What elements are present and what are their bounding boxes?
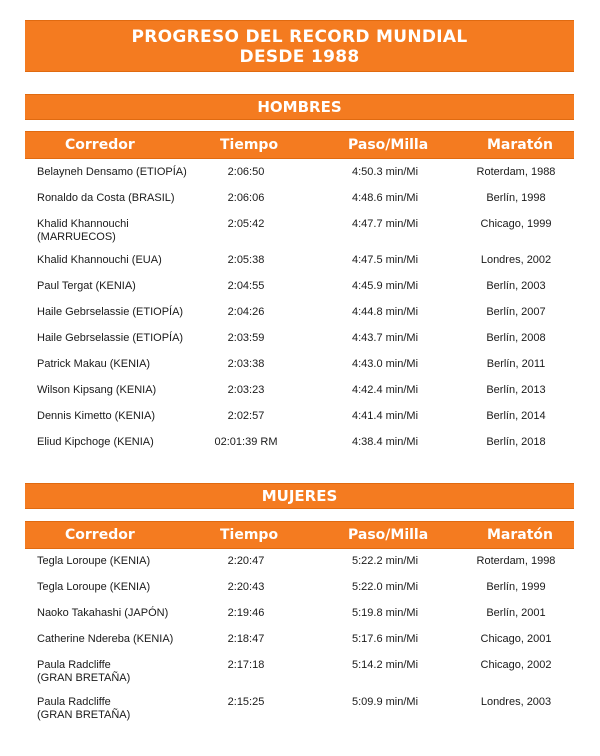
cell-time: 2:20:47 [227, 555, 265, 567]
cell-pace: 4:47.7 min/Mi [351, 218, 419, 230]
women-table-header [25, 521, 574, 549]
title-line-2: DESDE 1988 [239, 47, 360, 67]
cell-time: 2:17:18 [227, 659, 265, 671]
cell-time: 2:03:59 [227, 332, 265, 344]
cell-pace: 5:14.2 min/Mi [351, 659, 419, 671]
cell-time: 2:04:55 [227, 280, 265, 292]
cell-time: 2:05:38 [227, 254, 265, 266]
cell-marathon: Londres, 2002 [480, 254, 552, 266]
cell-pace: 4:48.6 min/Mi [351, 192, 419, 204]
cell-pace: 4:43.0 min/Mi [351, 358, 419, 370]
cell-pace: 4:45.9 min/Mi [351, 280, 419, 292]
cell-time: 2:06:06 [227, 192, 265, 204]
cell-time: 2:03:38 [227, 358, 265, 370]
cell-marathon: Berlín, 2011 [486, 358, 546, 370]
cell-marathon: Chicago, 2001 [480, 633, 552, 645]
cell-time: 2:05:42 [227, 218, 265, 230]
cell-runner: Patrick Makau (KENIA) [37, 358, 151, 370]
cell-marathon: Berlín, 2001 [486, 607, 546, 619]
cell-time: 2:02:57 [227, 410, 265, 422]
cell-marathon: Berlín, 2003 [486, 280, 546, 292]
cell-pace: 4:47.5 min/Mi [351, 254, 419, 266]
cell-runner: Naoko Takahashi (JAPÓN) [37, 607, 169, 619]
cell-runner: Paula Radcliffe (GRAN BRETAÑA) [37, 659, 131, 684]
cell-pace: 4:43.7 min/Mi [351, 332, 419, 344]
women-col-runner: Corredor [65, 527, 135, 543]
men-col-marathon: Maratón [487, 137, 554, 153]
cell-pace: 5:22.0 min/Mi [351, 581, 419, 593]
cell-marathon: Berlín, 2007 [486, 306, 546, 318]
cell-pace: 4:42.4 min/Mi [351, 384, 419, 396]
women-col-pace: Paso/Milla [348, 527, 429, 543]
cell-marathon: Roterdam, 1998 [476, 555, 556, 567]
cell-runner: Wilson Kipsang (KENIA) [37, 384, 157, 396]
cell-runner: Catherine Ndereba (KENIA) [37, 633, 174, 645]
men-col-runner: Corredor [65, 137, 135, 153]
cell-runner: Paula Radcliffe (GRAN BRETAÑA) [37, 696, 131, 721]
cell-runner: Tegla Loroupe (KENIA) [37, 581, 151, 593]
cell-runner: Eliud Kipchoge (KENIA) [37, 436, 154, 448]
cell-time: 02:01:39 RM [214, 436, 278, 448]
cell-runner: Haile Gebrselassie (ETIOPÍA) [37, 306, 184, 318]
cell-runner: Belayneh Densamo (ETIOPÍA) [37, 166, 187, 178]
cell-marathon: Berlín, 2014 [486, 410, 546, 422]
women-col-marathon: Maratón [487, 527, 554, 543]
cell-pace: 5:09.9 min/Mi [351, 696, 419, 708]
cell-pace: 5:17.6 min/Mi [351, 633, 419, 645]
cell-time: 2:15:25 [227, 696, 265, 708]
cell-pace: 4:38.4 min/Mi [351, 436, 419, 448]
cell-marathon: Berlín, 2008 [486, 332, 546, 344]
cell-runner: Paul Tergat (KENIA) [37, 280, 136, 292]
men-table-header [25, 131, 574, 159]
cell-time: 2:19:46 [227, 607, 265, 619]
cell-time: 2:06:50 [227, 166, 265, 178]
cell-marathon: Berlín, 1999 [486, 581, 546, 593]
page-title [25, 20, 574, 72]
men-section-heading: HOMBRES [25, 94, 574, 120]
cell-pace: 5:19.8 min/Mi [351, 607, 419, 619]
cell-time: 2:18:47 [227, 633, 265, 645]
men-col-pace: Paso/Milla [348, 137, 429, 153]
cell-marathon: Berlín, 2013 [486, 384, 546, 396]
cell-runner: Haile Gebrselassie (ETIOPÍA) [37, 332, 184, 344]
cell-time: 2:03:23 [227, 384, 265, 396]
cell-pace: 4:44.8 min/Mi [351, 306, 419, 318]
women-section-heading: MUJERES [25, 483, 574, 509]
cell-runner: Khalid Khannouchi (EUA) [37, 254, 162, 266]
cell-marathon: Berlín, 2018 [486, 436, 546, 448]
cell-marathon: Roterdam, 1988 [476, 166, 556, 178]
cell-marathon: Londres, 2003 [480, 696, 552, 708]
cell-time: 2:04:26 [227, 306, 265, 318]
cell-marathon: Chicago, 1999 [480, 218, 552, 230]
cell-runner: Khalid Khannouchi (MARRUECOS) [37, 218, 129, 243]
women-col-time: Tiempo [220, 527, 279, 543]
cell-marathon: Chicago, 2002 [480, 659, 552, 671]
cell-marathon: Berlín, 1998 [486, 192, 546, 204]
cell-runner: Tegla Loroupe (KENIA) [37, 555, 151, 567]
title-line-1: PROGRESO DEL RECORD MUNDIAL [131, 27, 468, 47]
cell-time: 2:20:43 [227, 581, 265, 593]
men-col-time: Tiempo [220, 137, 279, 153]
cell-pace: 5:22.2 min/Mi [351, 555, 419, 567]
cell-pace: 4:50.3 min/Mi [351, 166, 419, 178]
cell-runner: Ronaldo da Costa (BRASIL) [37, 192, 175, 204]
cell-pace: 4:41.4 min/Mi [351, 410, 419, 422]
cell-runner: Dennis Kimetto (KENIA) [37, 410, 155, 422]
